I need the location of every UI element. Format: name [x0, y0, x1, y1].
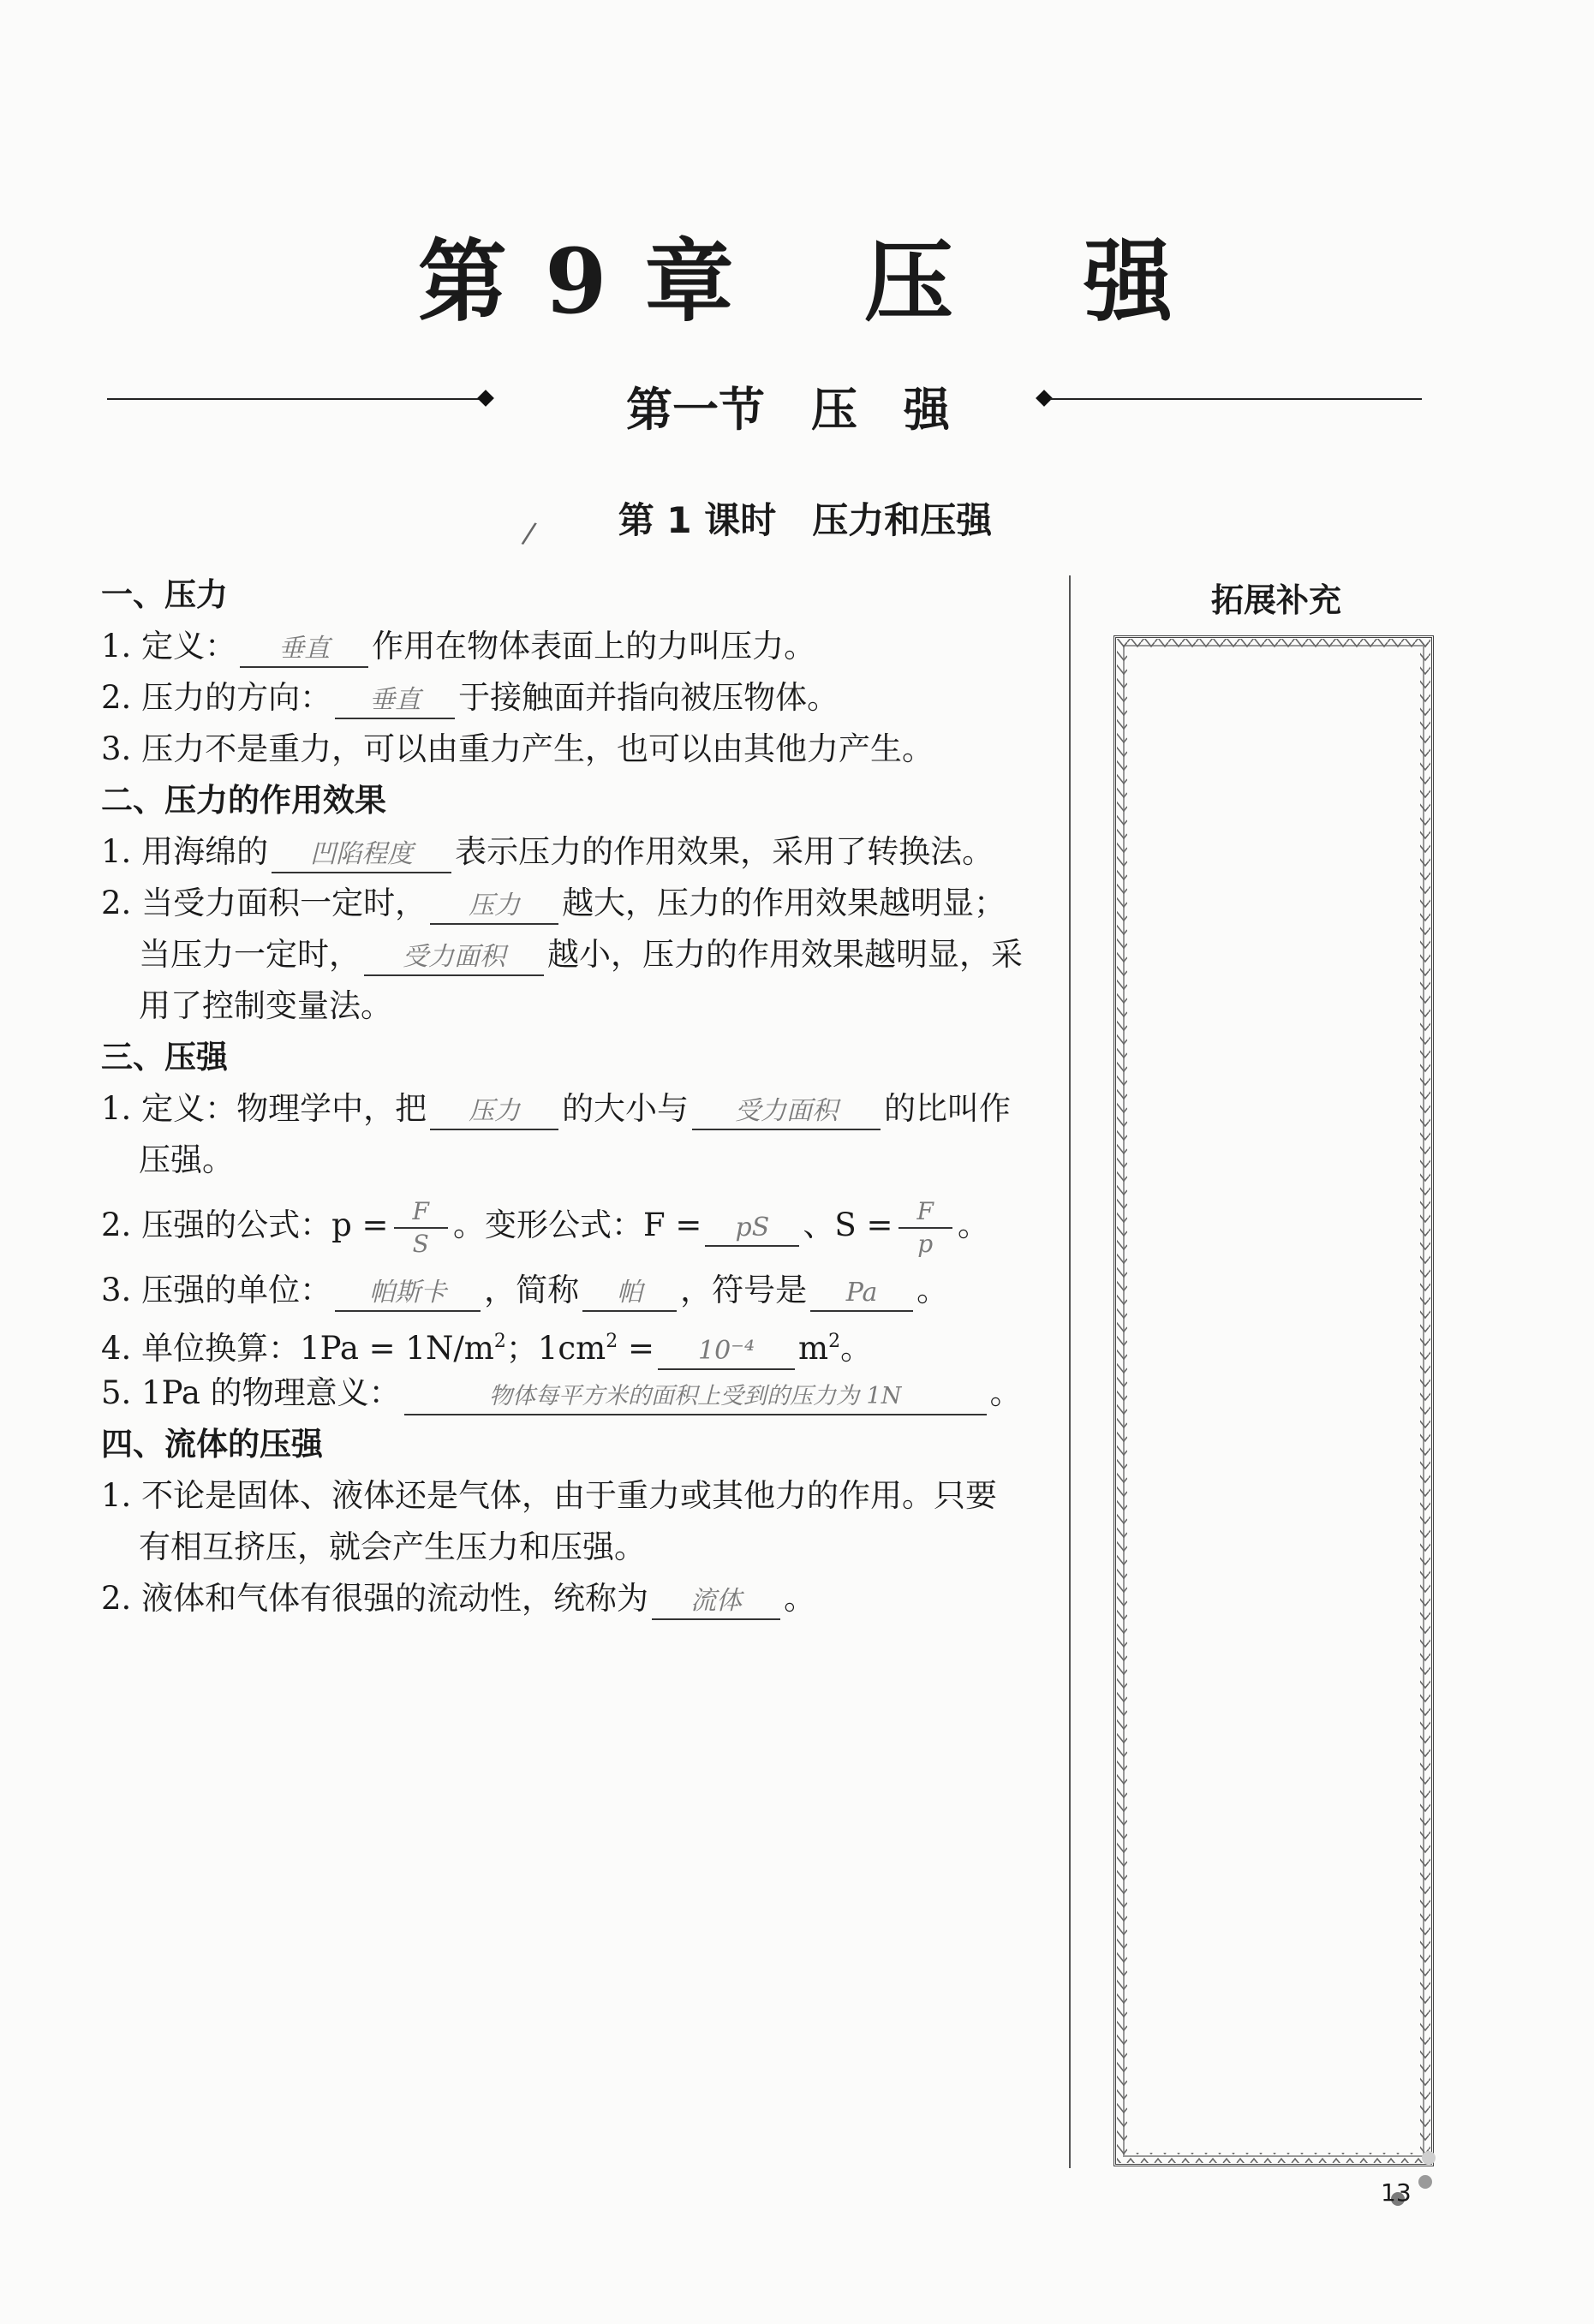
meaning-line [101, 1368, 1052, 1419]
line-text: 3. 压强的单位： [101, 1272, 332, 1308]
line-text: 1. 定义： [101, 628, 237, 664]
line-text: 2. 当受力面积一定时， [101, 885, 427, 921]
answer-blank: 压力 [430, 1094, 558, 1130]
line-text: 2. 液体和气体有很强的流动性，统称为 [101, 1580, 649, 1617]
section-heading: 四、流体的压强 [101, 1426, 323, 1463]
frame-border-pattern [1113, 635, 1434, 2166]
formula-line [101, 1186, 1052, 1265]
answer-blank: 受力面积 [692, 1094, 881, 1130]
line-text: 。 [957, 1207, 989, 1243]
note-line: 3. 压力不是重力，可以由重力产生，也可以由其他力产生。 [101, 730, 934, 767]
fraction [898, 1196, 952, 1260]
line-text: 2. 压力的方向： [101, 679, 332, 716]
line-text: 。变形公式：F = [452, 1207, 702, 1243]
line-text: 4. 单位换算：1Pa = 1N/m [101, 1330, 494, 1367]
fraction-numerator: F [916, 1196, 934, 1225]
superscript: 2 [606, 1331, 618, 1352]
answer-blank: 物体每平方米的面积上受到的压力为 1N [404, 1380, 987, 1415]
left-diamond [477, 390, 494, 407]
line-text: = [618, 1330, 655, 1367]
effect-line [101, 929, 1052, 980]
line-text: 越小，压力的作用效果越明显，采 [547, 936, 1023, 973]
superscript: 2 [493, 1331, 506, 1352]
section-heading: 二、压力的作用效果 [101, 782, 386, 819]
line-text: ，符号是 [680, 1272, 808, 1308]
line-text: 当压力一定时， [139, 936, 361, 973]
right-rule [1050, 398, 1422, 400]
pressure-definition-line [101, 1083, 1052, 1135]
answer-blank: 帕斯卡 [335, 1276, 481, 1312]
chapter-title: 第 9 章 压 强 [417, 229, 1177, 334]
effect-line [101, 878, 1052, 929]
fluid-line [101, 1573, 1052, 1624]
conversion-line [101, 1316, 1052, 1368]
answer-blank: 10⁻⁴ [658, 1334, 795, 1370]
answer-blank: 凹陷程度 [272, 837, 451, 873]
definition-line [101, 621, 1052, 672]
answer-blank: Pa [810, 1276, 913, 1312]
line-text: 1. 用海绵的 [101, 833, 269, 870]
line-text: 1. 定义：物理学中，把 [101, 1090, 427, 1127]
line-text: 的比叫作 [884, 1090, 1012, 1127]
answer-blank: 受力面积 [364, 940, 544, 976]
unit-line [101, 1265, 1052, 1316]
fluid-line: 有相互挤压，就会产生压力和压强。 [139, 1528, 646, 1565]
pen-mark: / [520, 515, 539, 551]
line-text: ，简称 [484, 1272, 580, 1308]
line-text: 。 [989, 1374, 1022, 1411]
section-heading: 三、压强 [101, 1039, 228, 1076]
fluid-line: 1. 不论是固体、液体还是气体，由于重力或其他力的作用。只要 [101, 1477, 998, 1514]
sidebar-title: 拓展补充 [1210, 581, 1341, 619]
line-text: 。 [916, 1272, 949, 1308]
line-text: 、S = [803, 1207, 893, 1243]
line-text: 。 [784, 1580, 816, 1617]
line-text: 越大，压力的作用效果越明显； [562, 885, 1006, 921]
left-rule [107, 398, 480, 400]
notes-column [101, 569, 1052, 1624]
page-number: 13 [1381, 2178, 1412, 2207]
line-text: 。 [840, 1330, 873, 1367]
line-text: 于接触面并指向被压物体。 [458, 679, 839, 716]
fraction-denominator: p [898, 1227, 952, 1260]
section-title: 第一节 压 强 [626, 382, 950, 437]
effect-line: 用了控制变量法。 [139, 987, 392, 1024]
line-text: 5. 1Pa 的物理意义： [101, 1374, 401, 1411]
section-heading: 一、压力 [101, 576, 228, 613]
line-text: 2. 压强的公式：p = [101, 1207, 389, 1243]
answer-blank: 垂直 [335, 683, 455, 719]
column-divider [1069, 575, 1071, 2168]
answer-blank: 垂直 [240, 632, 368, 668]
line-text: 的大小与 [562, 1090, 690, 1127]
line-text: 作用在物体表面上的力叫压力。 [372, 628, 816, 664]
fraction [394, 1196, 448, 1260]
line-text: m [798, 1330, 829, 1367]
answer-blank: 流体 [652, 1584, 780, 1620]
line-text: 表示压力的作用效果，采用了转换法。 [455, 833, 994, 870]
answer-blank: pS [705, 1211, 799, 1247]
effect-line [101, 826, 1052, 878]
answer-blank: 压力 [430, 889, 558, 925]
line-text: ；1cm [505, 1330, 606, 1367]
fraction-denominator: S [394, 1227, 448, 1260]
answer-blank: 帕 [582, 1276, 677, 1312]
superscript: 2 [828, 1331, 841, 1352]
pressure-definition-line: 压强。 [139, 1141, 234, 1178]
lesson-title: 第 1 课时 压力和压强 [618, 499, 993, 541]
fraction-numerator: F [412, 1196, 429, 1225]
direction-line [101, 672, 1052, 724]
